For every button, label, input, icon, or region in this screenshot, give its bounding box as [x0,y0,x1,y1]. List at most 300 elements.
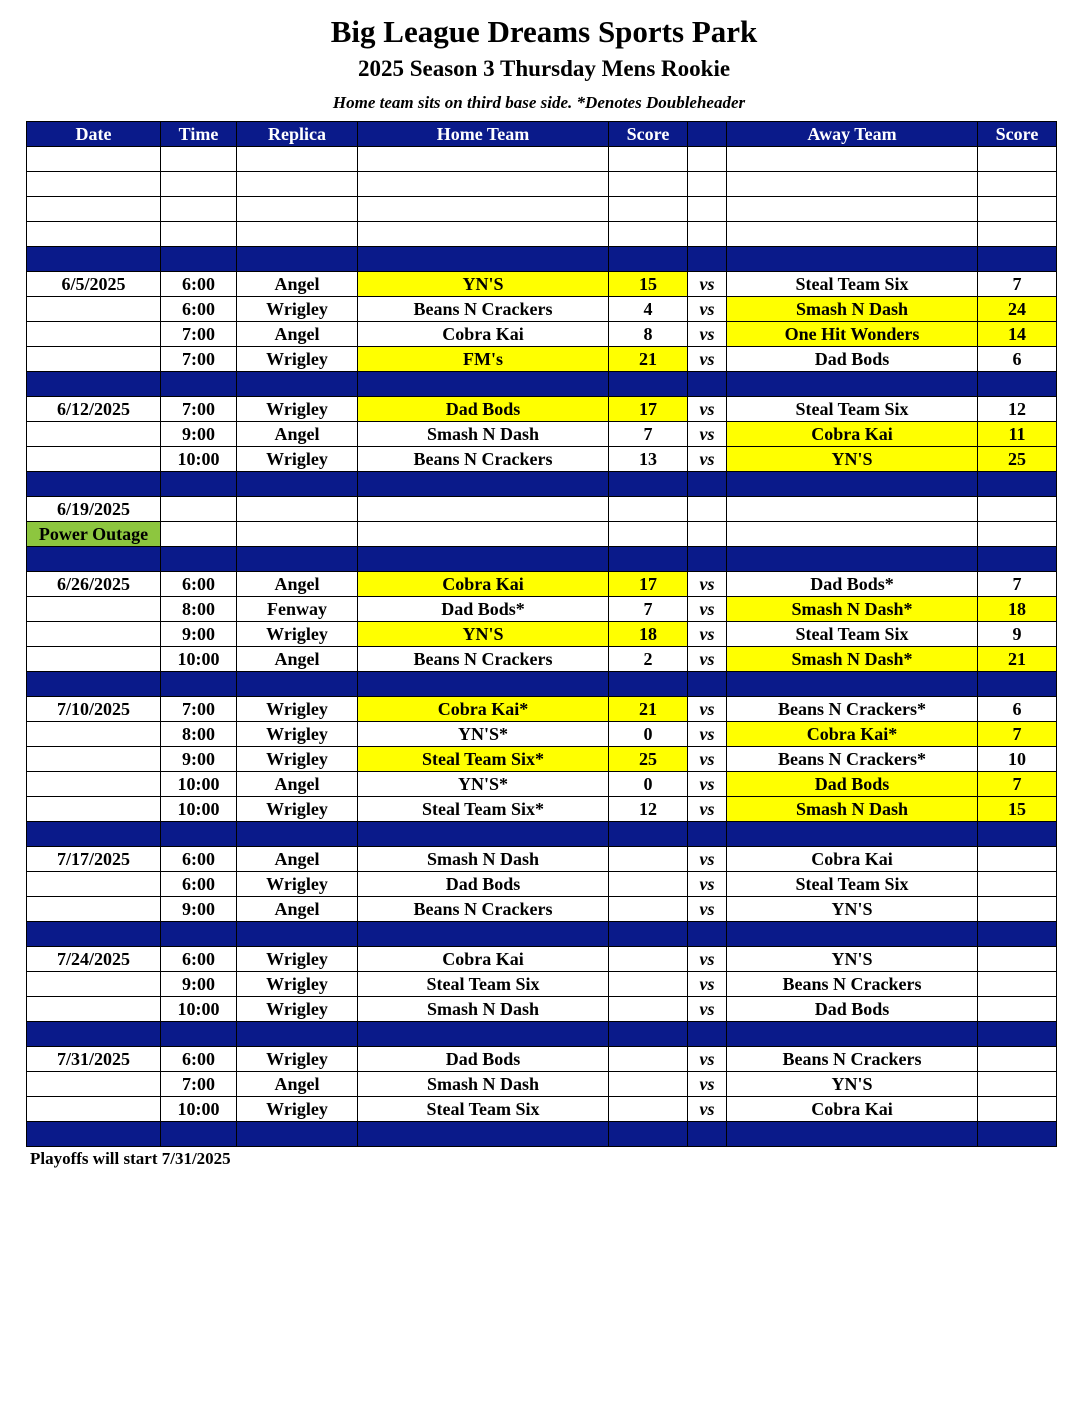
replica-cell: Fenway [237,597,358,622]
date-cell: 7/24/2025 [27,947,161,972]
vs-cell: vs [688,872,727,897]
home-score-cell [609,972,688,997]
separator-cell [978,822,1057,847]
table-row [27,697,1057,722]
date-cell [27,747,161,772]
blank-cell [161,222,237,247]
separator-cell [727,822,978,847]
schedule-note: Home team sits on third base side. *Denotes Doubleheader [332,93,746,112]
vs-cell: vs [688,772,727,797]
separator-cell [978,922,1057,947]
away-score-cell: 10 [978,747,1057,772]
table-row [27,847,1057,872]
table-row [27,622,1057,647]
home-team-cell: YN'S* [358,772,609,797]
home-team-cell: Steal Team Six [358,1097,609,1122]
separator-row [27,472,1057,497]
separator-cell [978,247,1057,272]
home-score-cell: 15 [609,272,688,297]
table-row [27,297,1057,322]
col-header-date: Date [27,122,161,147]
blank-row [27,147,1057,172]
separator-cell [27,372,161,397]
separator-row [27,672,1057,697]
separator-cell [688,672,727,697]
away-score-cell [978,1072,1057,1097]
date-cell: 6/19/2025 [27,497,161,522]
separator-cell [978,472,1057,497]
replica-cell: Angel [237,772,358,797]
separator-cell [237,372,358,397]
separator-cell [688,472,727,497]
separator-cell [358,372,609,397]
away-score-cell: 12 [978,397,1057,422]
time-cell: 10:00 [161,447,237,472]
date-cell [27,797,161,822]
home-team-cell [358,497,609,522]
time-cell: 10:00 [161,772,237,797]
replica-cell: Wrigley [237,697,358,722]
away-score-cell: 25 [978,447,1057,472]
table-row [27,772,1057,797]
time-cell: 6:00 [161,947,237,972]
replica-cell: Wrigley [237,722,358,747]
vs-cell: vs [688,1097,727,1122]
separator-cell [688,922,727,947]
away-team-cell: YN'S [727,447,978,472]
away-score-cell: 11 [978,422,1057,447]
separator-cell [358,247,609,272]
replica-cell: Angel [237,422,358,447]
away-team-cell: Smash N Dash* [727,647,978,672]
vs-cell: vs [688,447,727,472]
away-team-cell: Smash N Dash [727,797,978,822]
separator-cell [161,922,237,947]
time-cell [161,522,237,547]
date-cell [27,722,161,747]
blank-cell [161,172,237,197]
separator-cell [978,1022,1057,1047]
separator-cell [27,1122,161,1147]
blank-cell [161,147,237,172]
away-score-cell: 6 [978,697,1057,722]
separator-cell [727,547,978,572]
home-score-cell: 25 [609,747,688,772]
col-header-home-team: Home Team [358,122,609,147]
page-subtitle: 2025 Season 3 Thursday Mens Rookie [357,56,731,81]
time-cell: 10:00 [161,1097,237,1122]
time-cell: 6:00 [161,872,237,897]
time-cell: 6:00 [161,1047,237,1072]
home-score-cell: 4 [609,297,688,322]
home-team-cell: Smash N Dash [358,847,609,872]
away-score-cell: 9 [978,622,1057,647]
replica-cell [237,522,358,547]
separator-cell [688,822,727,847]
separator-cell [358,1122,609,1147]
blank-row [27,222,1057,247]
separator-cell [978,372,1057,397]
table-row [27,872,1057,897]
separator-row [27,822,1057,847]
blank-cell [727,197,978,222]
separator-cell [727,372,978,397]
replica-cell: Angel [237,647,358,672]
home-score-cell: 7 [609,422,688,447]
vs-cell: vs [688,1047,727,1072]
home-team-cell: YN'S [358,622,609,647]
away-team-cell: Cobra Kai [727,847,978,872]
blank-cell [688,197,727,222]
vs-cell: vs [688,797,727,822]
blank-cell [609,197,688,222]
away-team-cell [727,497,978,522]
replica-cell: Wrigley [237,622,358,647]
home-score-cell [609,1097,688,1122]
time-cell: 9:00 [161,897,237,922]
separator-cell [27,547,161,572]
home-score-cell [609,847,688,872]
time-cell: 8:00 [161,597,237,622]
separator-cell [237,672,358,697]
date-cell [27,347,161,372]
home-team-cell: Beans N Crackers [358,447,609,472]
table-row [27,322,1057,347]
away-score-cell [978,1047,1057,1072]
away-score-cell [978,522,1057,547]
date-cell [27,772,161,797]
replica-cell [237,497,358,522]
away-score-cell: 7 [978,772,1057,797]
blank-cell [727,172,978,197]
blank-row [27,172,1057,197]
replica-cell: Wrigley [237,997,358,1022]
separator-cell [161,672,237,697]
separator-cell [161,822,237,847]
playoffs-note: Playoffs will start 7/31/2025 [30,1149,231,1168]
separator-cell [688,372,727,397]
blank-cell [688,147,727,172]
date-cell [27,872,161,897]
home-score-cell: 21 [609,347,688,372]
away-score-cell [978,847,1057,872]
time-cell: 6:00 [161,572,237,597]
separator-row [27,372,1057,397]
away-team-cell: One Hit Wonders [727,322,978,347]
date-cell: 6/12/2025 [27,397,161,422]
date-cell [27,1072,161,1097]
away-team-cell: Smash N Dash [727,297,978,322]
vs-cell: vs [688,897,727,922]
time-cell: 7:00 [161,322,237,347]
separator-row [27,1122,1057,1147]
replica-cell: Wrigley [237,1047,358,1072]
home-score-cell: 17 [609,397,688,422]
table-row [27,422,1057,447]
separator-cell [27,822,161,847]
separator-row [27,247,1057,272]
vs-cell: vs [688,722,727,747]
blank-cell [358,222,609,247]
home-team-cell: Dad Bods [358,397,609,422]
separator-row [27,547,1057,572]
separator-cell [27,472,161,497]
replica-cell: Wrigley [237,797,358,822]
blank-cell [27,147,161,172]
time-cell: 6:00 [161,297,237,322]
separator-cell [358,922,609,947]
time-cell: 6:00 [161,847,237,872]
separator-cell [161,472,237,497]
blank-cell [27,172,161,197]
away-team-cell: Steal Team Six [727,272,978,297]
col-header-replica: Replica [237,122,358,147]
blank-cell [688,172,727,197]
home-team-cell: Beans N Crackers [358,897,609,922]
date-cell [27,972,161,997]
separator-cell [161,547,237,572]
table-row [27,997,1057,1022]
home-score-cell [609,1047,688,1072]
home-team-cell: FM's [358,347,609,372]
table-row [27,397,1057,422]
date-cell [27,647,161,672]
date-cell: 7/10/2025 [27,697,161,722]
away-score-cell: 21 [978,647,1057,672]
separator-cell [609,247,688,272]
page-title: Big League Dreams Sports Park [330,14,758,49]
date-cell [27,997,161,1022]
blank-cell [161,197,237,222]
time-cell: 7:00 [161,347,237,372]
vs-cell: vs [688,297,727,322]
away-score-cell: 6 [978,347,1057,372]
separator-cell [237,547,358,572]
away-score-cell: 14 [978,322,1057,347]
schedule-body [27,147,1057,1147]
separator-cell [237,472,358,497]
table-row [27,1072,1057,1097]
away-score-cell [978,872,1057,897]
time-cell: 10:00 [161,647,237,672]
blank-cell [978,147,1057,172]
table-row [27,597,1057,622]
table-row [27,797,1057,822]
blank-cell [609,222,688,247]
table-row [27,447,1057,472]
away-team-cell: Steal Team Six [727,622,978,647]
separator-cell [609,472,688,497]
vs-cell: vs [688,422,727,447]
vs-cell: vs [688,597,727,622]
away-score-cell: 7 [978,272,1057,297]
home-score-cell: 18 [609,622,688,647]
vs-cell: vs [688,397,727,422]
schedule-table [26,121,1057,1147]
time-cell: 7:00 [161,1072,237,1097]
date-cell [27,1097,161,1122]
table-row [27,647,1057,672]
home-score-cell: 8 [609,322,688,347]
away-team-cell: Smash N Dash* [727,597,978,622]
separator-cell [727,472,978,497]
blank-cell [358,147,609,172]
vs-cell: vs [688,272,727,297]
replica-cell: Wrigley [237,947,358,972]
home-team-cell: Dad Bods [358,1047,609,1072]
vs-cell: vs [688,647,727,672]
replica-cell: Wrigley [237,297,358,322]
home-score-cell: 0 [609,772,688,797]
vs-cell: vs [688,322,727,347]
vs-cell: vs [688,697,727,722]
separator-cell [688,547,727,572]
away-team-cell: YN'S [727,1072,978,1097]
date-cell [27,447,161,472]
table-row [27,272,1057,297]
home-team-cell: Beans N Crackers [358,647,609,672]
separator-cell [358,547,609,572]
table-row [27,1097,1057,1122]
home-team-cell: Dad Bods [358,872,609,897]
separator-cell [609,822,688,847]
separator-cell [161,247,237,272]
blank-cell [978,197,1057,222]
home-score-cell [609,1072,688,1097]
replica-cell: Angel [237,272,358,297]
away-team-cell: Beans N Crackers [727,972,978,997]
col-header-vs [688,122,727,147]
home-score-cell: 7 [609,597,688,622]
home-team-cell: Steal Team Six [358,972,609,997]
separator-cell [27,922,161,947]
away-score-cell [978,947,1057,972]
away-team-cell: Beans N Crackers* [727,747,978,772]
home-score-cell: 0 [609,722,688,747]
home-score-cell: 17 [609,572,688,597]
separator-cell [727,1122,978,1147]
away-score-cell [978,497,1057,522]
away-score-cell [978,972,1057,997]
separator-cell [358,472,609,497]
separator-cell [358,1022,609,1047]
separator-cell [27,1022,161,1047]
col-header-home-score: Score [609,122,688,147]
separator-cell [727,922,978,947]
vs-cell: vs [688,972,727,997]
table-row [27,947,1057,972]
table-row [27,972,1057,997]
separator-row [27,1022,1057,1047]
replica-cell: Angel [237,322,358,347]
away-team-cell: YN'S [727,947,978,972]
away-team-cell: Beans N Crackers* [727,697,978,722]
separator-cell [727,1022,978,1047]
vs-cell: vs [688,997,727,1022]
date-cell [27,297,161,322]
separator-cell [688,1022,727,1047]
date-cell: 6/5/2025 [27,272,161,297]
table-row [27,1047,1057,1072]
vs-cell: vs [688,1072,727,1097]
replica-cell: Angel [237,1072,358,1097]
separator-cell [358,672,609,697]
home-team-cell: Steal Team Six* [358,747,609,772]
time-cell: 9:00 [161,422,237,447]
separator-cell [237,822,358,847]
home-team-cell: Cobra Kai [358,572,609,597]
separator-cell [609,1022,688,1047]
date-cell: 6/26/2025 [27,572,161,597]
away-score-cell [978,1097,1057,1122]
replica-cell: Wrigley [237,447,358,472]
time-cell: 8:00 [161,722,237,747]
replica-cell: Wrigley [237,872,358,897]
away-team-cell: Beans N Crackers [727,1047,978,1072]
home-team-cell: Smash N Dash [358,422,609,447]
home-team-cell: YN'S [358,272,609,297]
separator-cell [237,922,358,947]
table-row [27,572,1057,597]
table-row [27,897,1057,922]
date-cell [27,322,161,347]
away-score-cell: 15 [978,797,1057,822]
replica-cell: Wrigley [237,1097,358,1122]
time-cell: 7:00 [161,397,237,422]
home-team-cell: Steal Team Six* [358,797,609,822]
separator-cell [978,1122,1057,1147]
vs-cell: vs [688,347,727,372]
away-team-cell [727,522,978,547]
separator-row [27,922,1057,947]
vs-cell: vs [688,847,727,872]
away-score-cell: 18 [978,597,1057,622]
table-row [27,497,1057,522]
home-team-cell: Smash N Dash [358,997,609,1022]
date-cell [27,897,161,922]
blank-cell [978,172,1057,197]
separator-cell [237,1122,358,1147]
vs-cell [688,497,727,522]
away-score-cell: 7 [978,572,1057,597]
separator-cell [609,1122,688,1147]
away-score-cell [978,897,1057,922]
home-score-cell [609,947,688,972]
time-cell: 10:00 [161,997,237,1022]
home-team-cell: Beans N Crackers [358,297,609,322]
replica-cell: Angel [237,847,358,872]
away-score-cell: 7 [978,722,1057,747]
replica-cell: Wrigley [237,747,358,772]
blank-cell [237,222,358,247]
blank-cell [978,222,1057,247]
blank-cell [237,172,358,197]
separator-cell [161,1122,237,1147]
separator-cell [609,372,688,397]
away-score-cell: 24 [978,297,1057,322]
home-score-cell: 12 [609,797,688,822]
col-header-away-team: Away Team [727,122,978,147]
replica-cell: Wrigley [237,972,358,997]
date-cell: 7/17/2025 [27,847,161,872]
blank-cell [609,147,688,172]
blank-cell [688,222,727,247]
home-team-cell: Cobra Kai [358,322,609,347]
separator-cell [978,672,1057,697]
separator-cell [161,1022,237,1047]
home-team-cell: Cobra Kai* [358,697,609,722]
home-score-cell [609,522,688,547]
